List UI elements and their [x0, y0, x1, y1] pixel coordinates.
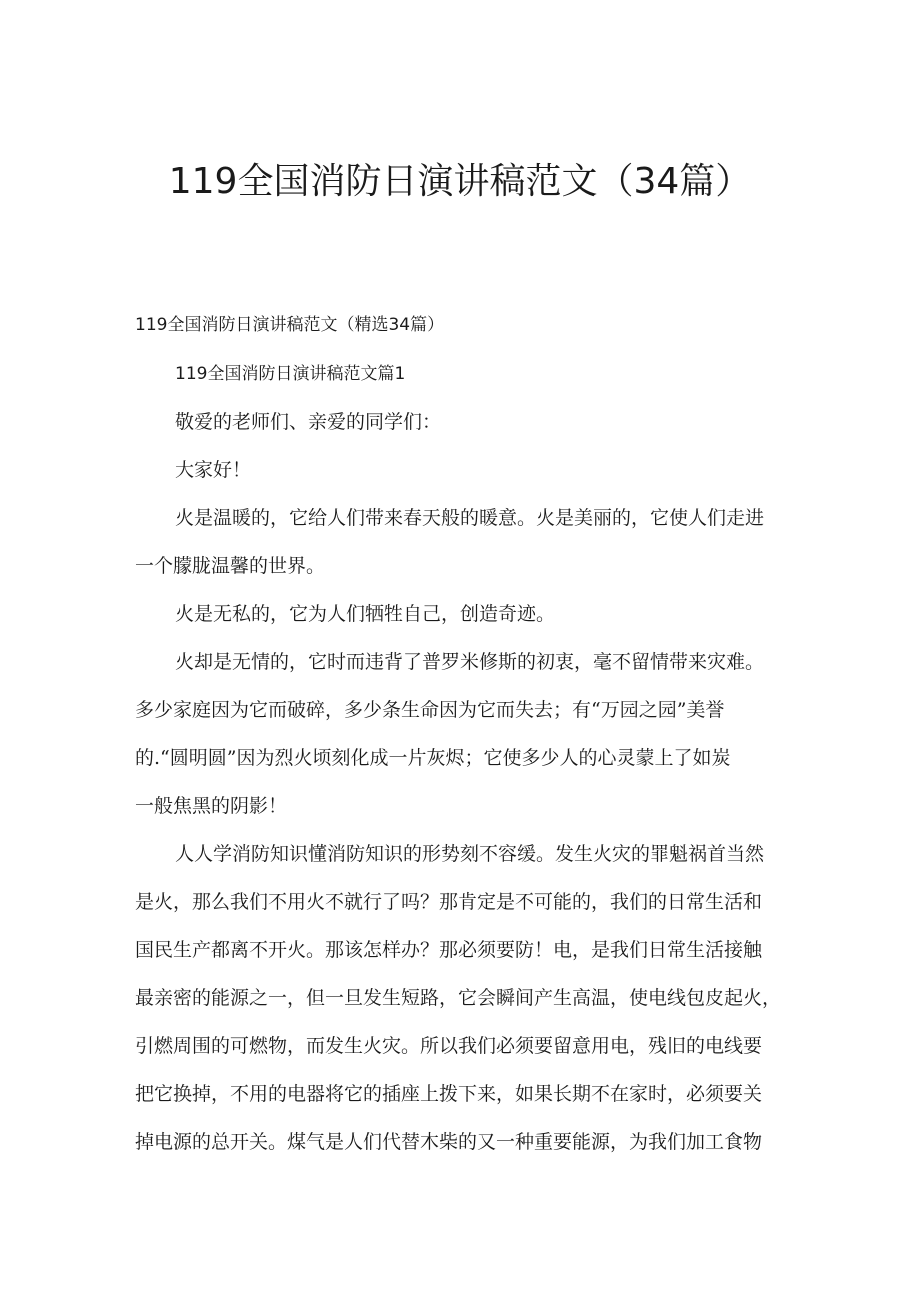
paragraph-line: 多少家庭因为它而破碎，多少条生命因为它而失去；有“万园之园”美誉 [135, 699, 725, 721]
paragraph-line: 是火，那么我们不用火不就行了吗？那肯定是不可能的，我们的日常生活和 [135, 891, 763, 913]
paragraph-line: 的.“圆明圆”因为烈火顷刻化成一片灰烬；它使多少人的心灵蒙上了如炭 [135, 747, 731, 769]
paragraph-line: 引燃周围的可燃物，而发生火灾。所以我们必须要留意用电，残旧的电线要 [135, 1035, 763, 1057]
paragraph-line: 人人学消防知识懂消防知识的形势刻不容缓。发生火灾的罪魁祸首当然 [175, 843, 765, 865]
paragraph-line: 把它换掉，不用的电器将它的插座上拨下来，如果长期不在家时，必须要关 [135, 1083, 763, 1105]
document-title: 119全国消防日演讲稿范文（34篇） [168, 161, 752, 202]
paragraph-line: 火是无私的，它为人们牺牲自己，创造奇迹。 [175, 603, 556, 625]
paragraph-line: 火却是无情的，它时而违背了普罗米修斯的初衷，毫不留情带来灾难。 [175, 651, 765, 673]
greeting-line: 大家好！ [175, 459, 252, 481]
paragraph-line: 国民生产都离不开火。那该怎样办？那必须要防！电，是我们日常生活接触 [135, 939, 763, 961]
paragraph-line: 一般焦黑的阴影！ [135, 795, 288, 817]
section-heading: 119全国消防日演讲稿范文篇1 [175, 364, 406, 384]
document-subtitle: 119全国消防日演讲稿范文（精选34篇） [135, 315, 445, 335]
paragraph-line: 火是温暖的，它给人们带来春天般的暖意。火是美丽的，它使人们走进 [175, 507, 765, 529]
paragraph-line: 掉电源的总开关。煤气是人们代替木柴的又一种重要能源，为我们加工食物 [135, 1131, 763, 1153]
salutation-line: 敬爱的老师们、亲爱的同学们： [175, 411, 442, 433]
paragraph-line: 一个朦胧温馨的世界。 [135, 555, 326, 577]
paragraph-line: 最亲密的能源之一，但一旦发生短路，它会瞬间产生高温，使电线包皮起火， [135, 987, 782, 1009]
